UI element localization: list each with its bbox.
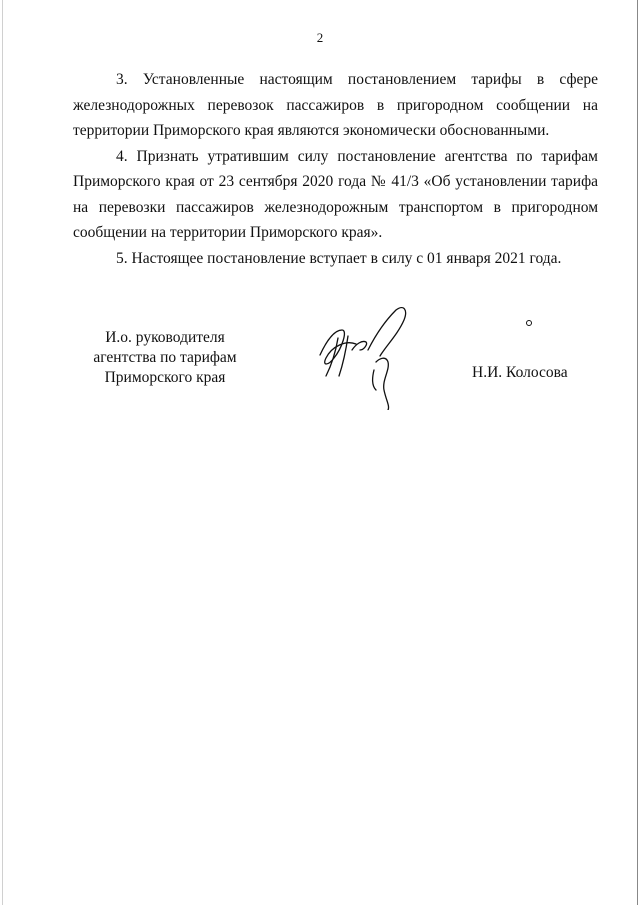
handwritten-signature bbox=[312, 300, 422, 410]
mark-dot bbox=[526, 320, 532, 326]
signer-position-line-1: И.о. руководителя bbox=[105, 329, 225, 346]
page-number: 2 bbox=[316, 30, 324, 45]
signer-position-line-3: Приморского края bbox=[104, 369, 226, 386]
document-body bbox=[73, 67, 598, 271]
signer-name: Н.И. Колосова bbox=[472, 364, 568, 381]
paragraph-3: 3. Установленные настоящим постановлением тарифы в сфере железнодорожных перевозок пассажиров в пригородном сообщении на территории Приморского края являются экономически обоснованными. bbox=[73, 71, 598, 139]
paragraph-4: 4. Признать утратившим силу постановление агентства по тарифам Приморского края от 23 сентября 2020 года № 41/3 «Об установлении тарифа на перевозки пассажиров железнодорожным транспортом в пригородном сообщении на территории Приморского края». bbox=[73, 147, 598, 241]
scan-edge-right bbox=[637, 0, 638, 905]
paragraph-5: 5. Настоящее постановление вступает в силу с 01 января 2021 года. bbox=[116, 249, 562, 267]
scan-edge-left bbox=[2, 0, 3, 905]
signer-position-line-2: агентства по тарифам bbox=[93, 349, 237, 366]
signer-position bbox=[60, 328, 270, 388]
